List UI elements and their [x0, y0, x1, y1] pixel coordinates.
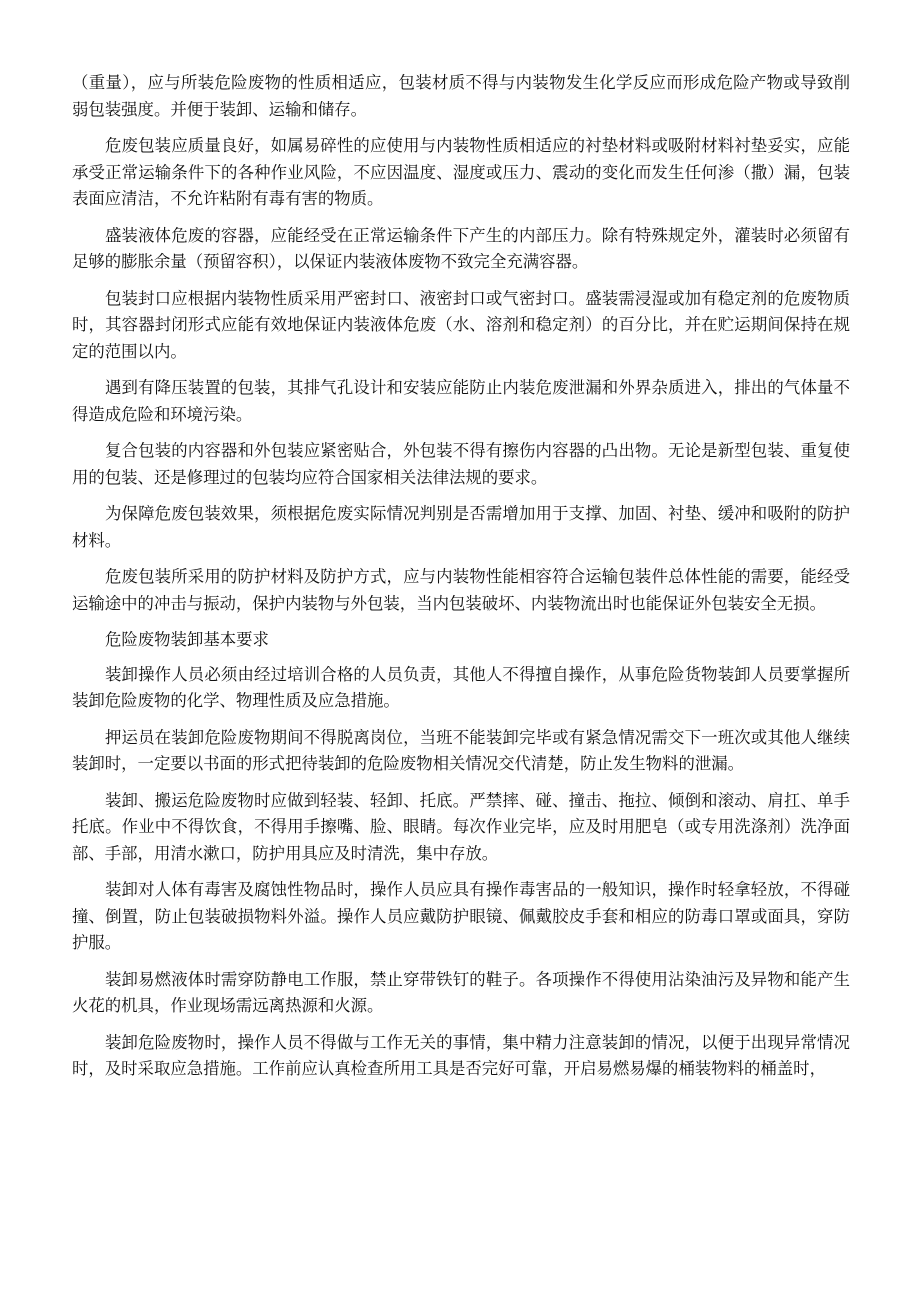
paragraph: 遇到有降压装置的包装，其排气孔设计和安装应能防止内装危废泄漏和外界杂质进入，排出的气体量不得造成危险和环境污染。	[72, 378, 850, 424]
paragraph: 危废包装所采用的防护材料及防护方式，应与内装物性能相容符合运输包装件总体性能的需要，能经受运输途中的冲击与振动，保护内装物与外包装，当内包装破坏、内装物流出时也能保证外包装安全无损。	[72, 567, 850, 613]
paragraph: 包装封口应根据内装物性质采用严密封口、液密封口或气密封口。盛装需浸湿或加有稳定剂的危废物质时，其容器封闭形式应能有效地保证内装液体危废（水、溶剂和稳定剂）的百分比，并在贮运期间保持在规定的范围以内。	[72, 288, 850, 361]
paragraph: 危废包装应质量良好，如属易碎性的应使用与内装物性质相适应的衬垫材料或吸附材料衬垫妥实，应能承受正常运输条件下的各种作业风险，不应因温度、湿度或压力、震动的变化而发生任何渗（撒）漏，包装表面应清洁，不允许粘附有毒有害的物质。	[72, 136, 850, 208]
paragraph: 押运员在装卸危险废物期间不得脱离岗位，当班不能装卸完毕或有紧急情况需交下一班次或其他人继续装卸时，一定要以书面的形式把待装卸的危险废物相关情况交代清楚，防止发生物料的泄漏。	[72, 727, 850, 773]
paragraph: 为保障危废包装效果，须根据危废实际情况判别是否需增加用于支撑、加固、衬垫、缓冲和吸附的防护材料。	[72, 504, 850, 550]
paragraph: 装卸对人体有毒害及腐蚀性物品时，操作人员应具有操作毒害品的一般知识，操作时轻拿轻放，不得碰撞、倒置，防止包装破损物料外溢。操作人员应戴防护眼镜、佩戴胶皮手套和相应的防毒口罩或面具，穿防护服。	[72, 880, 850, 952]
paragraph: 装卸、搬运危险废物时应做到轻装、轻卸、托底。严禁摔、碰、撞击、拖拉、倾倒和滚动、肩扛、单手托底。作业中不得饮食，不得用手擦嘴、脸、眼睛。每次作业完毕，应及时用肥皂（或专用洗涤剂）洗净面部、手部，用清水漱口，防护用具应及时清洗，集中存放。	[72, 790, 850, 863]
paragraph: 装卸操作人员必须由经过培训合格的人员负责，其他人不得擅自操作，从事危险货物装卸人员要掌握所装卸危险废物的化学、物理性质及应急措施。	[72, 664, 850, 710]
section-heading: 危险废物装卸基本要求	[105, 630, 269, 649]
paragraph: 盛装液体危废的容器，应能经受在正常运输条件下产生的内部压力。除有特殊规定外，灌装时必须留有足够的膨胀余量（预留容积），以保证内装液体废物不致完全充满容器。	[72, 225, 850, 271]
paragraph: （重量），应与所装危险废物的性质相适应，包装材质不得与内装物发生化学反应而形成危险产物或导致削弱包装强度。并便于装卸、运输和储存。	[72, 73, 850, 119]
paragraph: 复合包装的内容器和外包装应紧密贴合，外包装不得有擦伤内容器的凸出物。无论是新型包装、重复使用的包装、还是修理过的包装均应符合国家相关法律法规的要求。	[72, 441, 850, 487]
paragraph: 装卸危险废物时，操作人员不得做与工作无关的事情，集中精力注意装卸的情况，以便于出现异常情况时，及时采取应急措施。工作前应认真检查所用工具是否完好可靠，开启易燃易爆的桶装物料的桶盖时，	[72, 1032, 850, 1078]
paragraph: 装卸易燃液体时需穿防静电工作服，禁止穿带铁钉的鞋子。各项操作不得使用沾染油污及异物和能产生火花的机具，作业现场需远离热源和火源。	[72, 969, 850, 1015]
